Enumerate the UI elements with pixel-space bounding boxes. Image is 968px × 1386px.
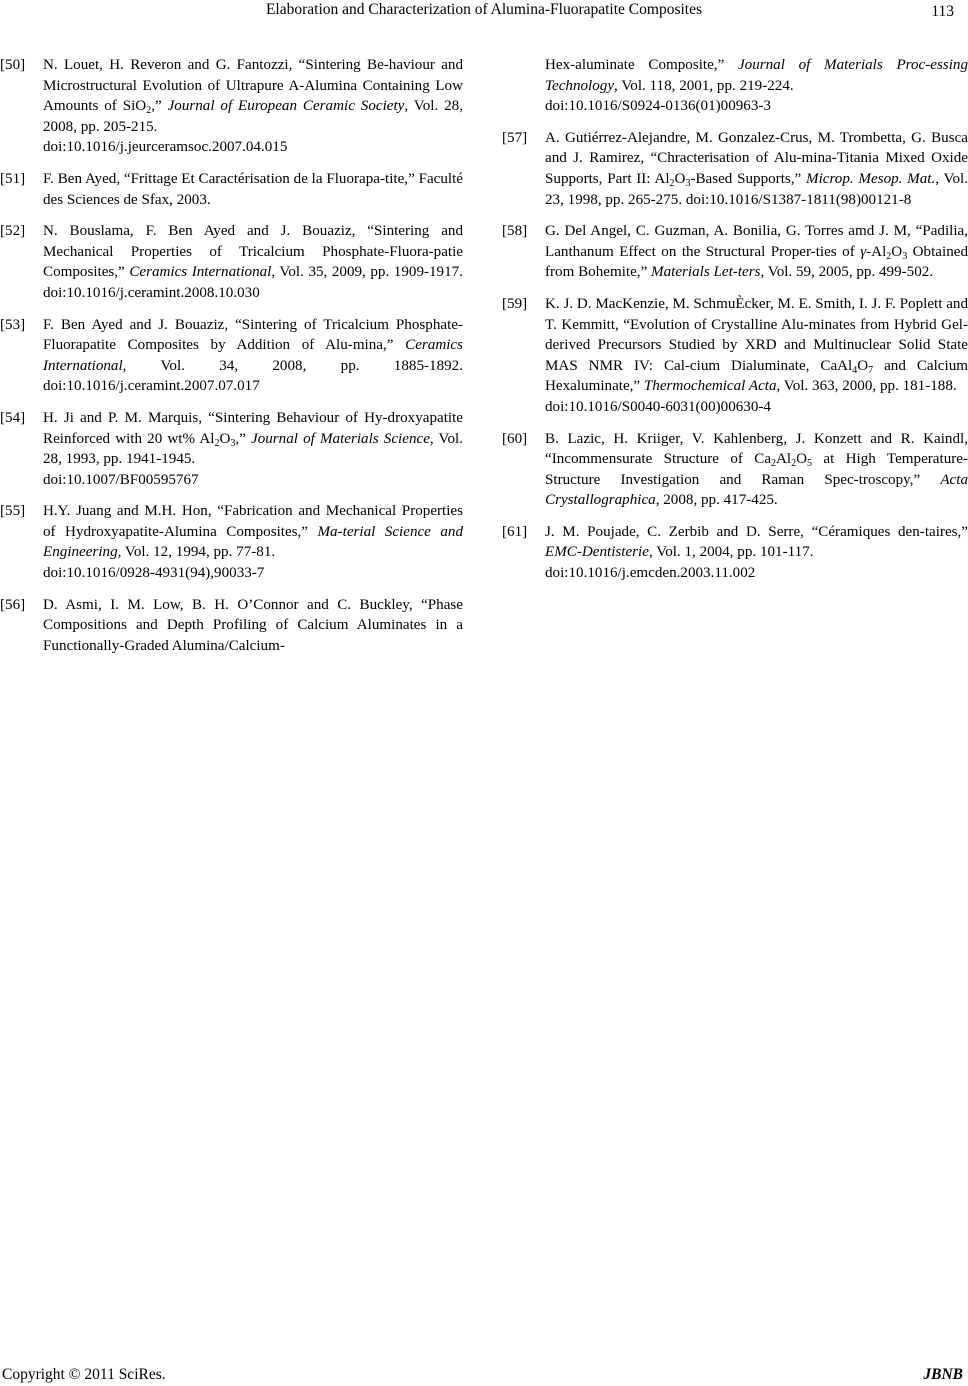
- journal-title: Materials Let-ters: [651, 264, 761, 281]
- reference-number: [61]: [502, 523, 528, 540]
- reference-body: , Vol. 34, 2008, pp. 1885-1892. doi:10.1016/j.ceramint.2007.07.017: [43, 357, 463, 395]
- page-footer: [0, 1366, 968, 1386]
- reference-body: , Vol. 12, 1994, pp. 77-81.: [117, 544, 276, 561]
- doi-link[interactable]: doi:10.1007/BF00595767: [43, 471, 199, 488]
- subscript: 2: [791, 458, 797, 470]
- reference-body: at High Temperature-Structure Investigation and Raman Spec-troscopy,”: [545, 451, 968, 488]
- doi-link[interactable]: doi:10.1016/j.emcden.2003.11.002: [545, 565, 756, 582]
- subscript: 2: [886, 250, 892, 262]
- journal-title: Journal of European Ceramic Society: [167, 98, 405, 115]
- reference-body: G. Del Angel, C. Guzman, A. Bonilia, G. Torres amd J. M, “Padilia, Lanthanum Effect on the Structural Proper-ties of: [545, 223, 968, 260]
- reference-text: [43, 221, 463, 303]
- journal-title: Thermochemical Acta: [643, 378, 777, 395]
- reference-item: [0, 595, 463, 657]
- reference-body: O: [674, 170, 686, 187]
- reference-text: [545, 128, 968, 210]
- reference-number: [56]: [0, 596, 26, 613]
- journal-title: Acta Crystallographica: [545, 471, 968, 509]
- reference-body: N. Louet, H. Reveron and G. Fantozzi, “Sintering Be-haviour and Microstructural Evolution of Ultrapure A-Alumina Containing Low Amounts of SiO: [43, 57, 463, 115]
- journal-abbreviation: JBNB: [923, 1366, 963, 1383]
- subscript: 3: [685, 177, 691, 189]
- reference-number: [59]: [502, 295, 528, 312]
- journal-title: Journal of Materials Proc-essing Technology: [545, 57, 968, 94]
- subscript: 7: [868, 364, 874, 376]
- reference-text: [545, 522, 968, 584]
- journal-title: EMC-Dentisterie: [545, 544, 649, 561]
- reference-item: [0, 55, 463, 158]
- reference-body: , 2008, pp. 417-425.: [655, 492, 778, 509]
- reference-body: , Vol. 28, 2008, pp. 205-215.: [43, 98, 463, 135]
- reference-body: A. Gutiérrez-Alejandre, M. Gonzalez-Crus, M. Trombetta, G. Busca and J. Ramirez, “Chracterisation of Alu-mina-Titania Mixed Oxide Supports, Part II: Al: [545, 129, 968, 187]
- reference-body: B. Lazic, H. Kriiger, V. Kahlenberg, J. Konzett and R. Kaindl, “Incommensurate Structure of Ca: [545, 430, 968, 468]
- page-number: 113: [931, 3, 954, 20]
- reference-number: [60]: [502, 430, 528, 447]
- reference-number: [51]: [0, 170, 26, 187]
- reference-body: O: [796, 451, 808, 468]
- reference-item: [502, 128, 968, 210]
- reference-body: , Vol. 59, 2005, pp. 499-502.: [760, 264, 934, 281]
- reference-number: [50]: [0, 57, 26, 73]
- journal-title: Ceramics International: [43, 337, 463, 374]
- doi-link[interactable]: doi:10.1016/0928-4931(94),90033-7: [43, 565, 265, 582]
- journal-title: Microp. Mesop. Mat.: [806, 170, 936, 187]
- reference-body: Al: [776, 451, 792, 468]
- subscript: 2: [214, 437, 220, 449]
- reference-item: [502, 221, 968, 283]
- reference-number: [57]: [502, 129, 528, 146]
- reference-item: [0, 408, 463, 490]
- running-title: Elaboration and Characterization of Alumina-Fluorapatite Composites: [265, 1, 703, 18]
- reference-body: , Vol. 118, 2001, pp. 219-224.: [614, 77, 794, 94]
- subscript: 4: [852, 364, 858, 376]
- journal-title: Journal of Materials Science: [251, 430, 430, 447]
- reference-body: H. Ji and P. M. Marquis, “Sintering Behaviour of Hy-droxyapatite Reinforced with 20 wt% Al: [43, 409, 463, 447]
- gamma-symbol: γ: [860, 243, 867, 260]
- right-column: [502, 55, 968, 595]
- reference-text: [43, 315, 463, 397]
- journal-title: Ceramics International: [129, 264, 272, 281]
- reference-body: , Vol. 35, 2009, pp. 1909-1917. doi:10.1016/j.ceramint.2008.10.030: [43, 264, 463, 301]
- reference-body: , Vol. 23, 1998, pp. 265-275. doi:10.1016/S1387-1811(98)00121-8: [545, 170, 968, 208]
- reference-body: K. J. D. MacKenzie, M. SchmuÈcker, M. E. Smith, I. J. F. Poplett and T. Kemmitt, “Evolution of Crystalline Alu-minates from Hybrid Gel-derived Precursors Studied by XRD and Multinuclear Solid State MAS NMR IV: Cal-cium Dialuminate, CaAl: [545, 295, 968, 374]
- subscript: 5: [807, 458, 813, 470]
- reference-text: [545, 221, 968, 283]
- reference-body: and Calcium Hexaluminate,”: [545, 357, 968, 395]
- reference-body: , Vol. 28, 1993, pp. 1941-1945.: [43, 430, 463, 468]
- reference-item: [0, 221, 463, 303]
- reference-text: [545, 429, 968, 511]
- subscript: 3: [902, 250, 908, 262]
- subscript: 2: [146, 105, 152, 117]
- reference-body: F. Ben Ayed, “Frittage Et Caractérisation de la Fluorapa-tite,” Faculté des Sciences de Sfax, 2003.: [43, 170, 463, 208]
- reference-item: [0, 501, 463, 583]
- reference-body: , Vol. 1, 2004, pp. 101-117.: [648, 544, 814, 561]
- reference-item: [0, 315, 463, 397]
- doi-link[interactable]: doi:10.1016/j.jeurceramsoc.2007.04.015: [43, 139, 288, 156]
- reference-number: [53]: [0, 316, 26, 333]
- reference-body: , Vol. 363, 2000, pp. 181-188.: [776, 378, 957, 395]
- left-column: [0, 55, 463, 667]
- reference-number: [52]: [0, 223, 26, 240]
- reference-body: O: [857, 357, 869, 374]
- reference-body: O: [891, 243, 903, 260]
- reference-body: ,”: [235, 430, 251, 447]
- doi-link[interactable]: doi:10.1016/S0924-0136(01)00963-3: [545, 98, 771, 115]
- reference-continuation: [502, 55, 968, 117]
- reference-text: [43, 501, 463, 583]
- reference-body: Obtained from Bohemite,”: [545, 243, 968, 281]
- reference-body: J. M. Poujade, C. Zerbib and D. Serre, “Céramiques den-taires,”: [545, 523, 968, 540]
- reference-text: [43, 169, 463, 210]
- subscript: 3: [230, 437, 236, 449]
- reference-item: [502, 522, 968, 584]
- journal-title: Ma-terial Science and Engineering: [43, 523, 463, 561]
- reference-body: -Al: [866, 243, 887, 260]
- reference-item: [502, 429, 968, 511]
- reference-body: D. Asmi, I. M. Low, B. H. O’Connor and C. Buckley, “Phase Compositions and Depth Profiling of Calcium Aluminates in a Functionally-Graded Alumina/Calcium-: [43, 596, 463, 654]
- reference-text: [43, 55, 463, 158]
- reference-body: -Based Supports,”: [690, 170, 807, 187]
- reference-item: [0, 169, 463, 210]
- copyright-notice: Copyright © 2011 SciRes.: [2, 1366, 166, 1383]
- reference-body: ,”: [151, 98, 168, 115]
- reference-number: [54]: [0, 409, 26, 426]
- reference-body: Hex-aluminate Composite,”: [545, 57, 738, 73]
- subscript: 2: [669, 177, 675, 189]
- doi-link[interactable]: doi:10.1016/S0040-6031(00)00630-4: [545, 398, 771, 415]
- reference-item: [502, 294, 968, 418]
- reference-text: [43, 408, 463, 490]
- reference-body: N. Bouslama, F. Ben Ayed and J. Bouaziz, “Sintering and Mechanical Properties of Tricalcium Phosphate-Fluora-patie Composites,”: [43, 223, 463, 281]
- reference-text: [545, 294, 968, 418]
- page-header: [0, 0, 968, 24]
- reference-text: [43, 595, 463, 657]
- reference-body: O: [219, 430, 231, 447]
- reference-body: H.Y. Juang and M.H. Hon, “Fabrication and Mechanical Properties of Hydroxyapatite-Alumina Composites,”: [43, 503, 463, 540]
- reference-number: [58]: [502, 223, 528, 240]
- subscript: 2: [771, 458, 777, 470]
- reference-number: [55]: [0, 503, 26, 520]
- reference-body: F. Ben Ayed and J. Bouaziz, “Sintering of Tricalcium Phosphate-Fluorapatite Composites by Addition of Alu-mina,”: [43, 316, 463, 354]
